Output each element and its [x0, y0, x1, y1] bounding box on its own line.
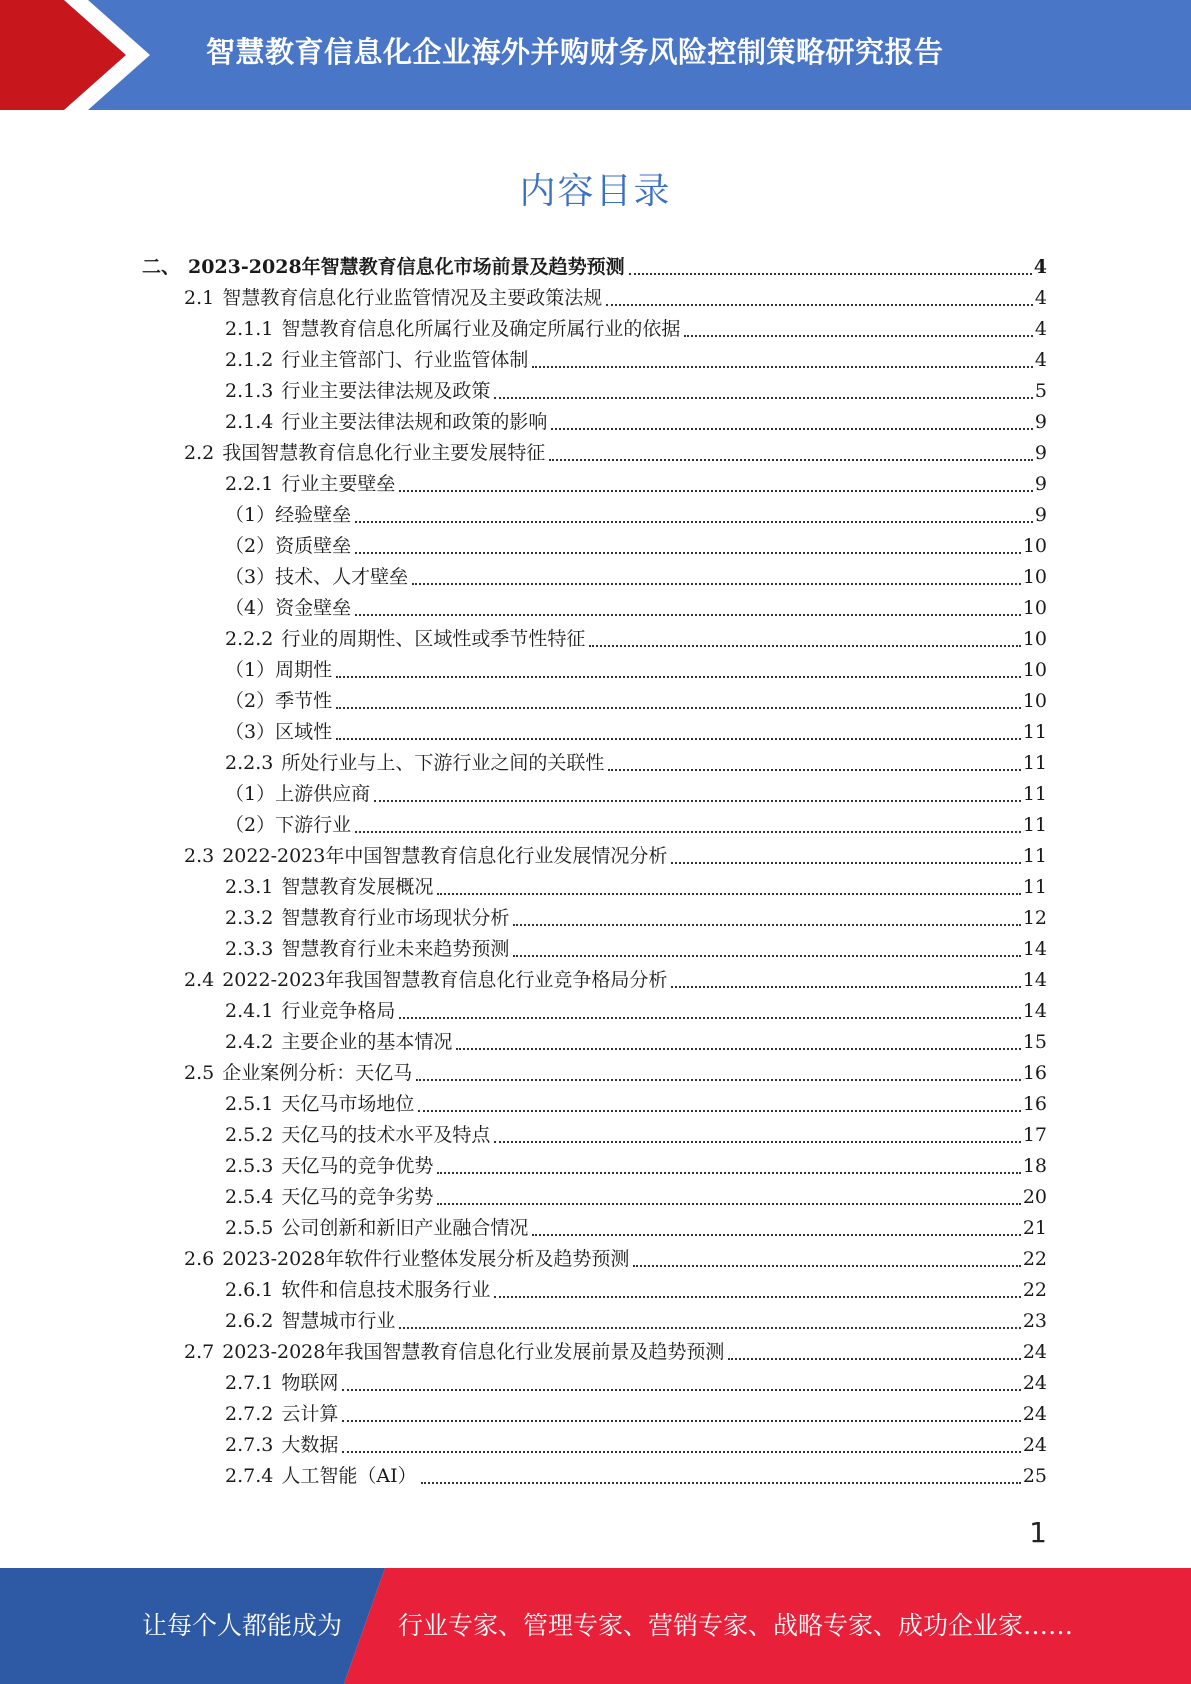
- dot-leader: [532, 366, 1033, 368]
- toc-entry-page: 11: [1022, 876, 1047, 898]
- toc-entry-number: （3）: [225, 566, 276, 588]
- toc-entry-page: 10: [1022, 690, 1047, 712]
- toc-entry-number: 2.3.2: [225, 907, 274, 929]
- toc-entry-page: 16: [1022, 1062, 1047, 1084]
- toc-entry-number: 2.7.4: [225, 1465, 274, 1487]
- toc-entry-page: 4: [1034, 318, 1047, 340]
- toc-entry-number: 2.4.2: [225, 1031, 274, 1053]
- toc-entry-page: 11: [1022, 752, 1047, 774]
- dot-leader: [355, 831, 1021, 833]
- toc-entry-text: 下游行业: [275, 814, 352, 836]
- toc-entry-page: 9: [1034, 504, 1047, 526]
- toc-entry[interactable]: [225, 810, 1047, 841]
- dot-leader: [606, 304, 1033, 306]
- toc-entry-page: 22: [1022, 1248, 1047, 1270]
- toc-entry-text: 资金壁垒: [275, 597, 352, 619]
- toc-entry-text: 智慧教育行业未来趋势预测: [281, 938, 510, 960]
- toc-entry-page: 11: [1022, 783, 1047, 805]
- toc-entry-text: 周期性: [275, 659, 333, 681]
- toc-entry-page: 11: [1022, 845, 1047, 867]
- dot-leader: [633, 1265, 1020, 1267]
- dot-leader: [589, 645, 1020, 647]
- toc-entry[interactable]: [225, 1120, 1047, 1151]
- toc-entry-text: 上游供应商: [275, 783, 371, 805]
- toc-entry[interactable]: [225, 624, 1047, 655]
- toc-entry-text: 企业案例分析：天亿马: [222, 1062, 413, 1084]
- toc-entry-text: 2023-2028年软件行业整体发展分析及趋势预测: [222, 1248, 630, 1270]
- toc-entry-number: 2.3: [184, 845, 215, 867]
- toc-entry[interactable]: [225, 1027, 1047, 1058]
- toc-entry-number: 2.7: [184, 1341, 215, 1363]
- toc-entry-page: 24: [1022, 1341, 1047, 1363]
- toc-heading: 内容目录: [519, 171, 672, 212]
- toc-entry-number: 2.4.1: [225, 1000, 274, 1022]
- toc-entry-page: 24: [1022, 1372, 1047, 1394]
- dot-leader: [671, 862, 1020, 864]
- toc-entry-number: 2.6.1: [225, 1279, 274, 1301]
- toc-entry-number: 2.7.3: [225, 1434, 274, 1456]
- toc-entry-page: 4: [1033, 256, 1047, 278]
- dot-leader: [421, 1482, 1021, 1484]
- toc-entry-number: 2.7.1: [225, 1372, 274, 1394]
- toc-entry-text: 技术、人才壁垒: [275, 566, 409, 588]
- toc-entry[interactable]: [184, 1244, 1047, 1275]
- toc-entry[interactable]: [225, 1213, 1047, 1244]
- toc-entry-number: 2.3.3: [225, 938, 274, 960]
- toc-entry-text: 行业主要法律法规和政策的影响: [281, 411, 548, 433]
- dot-leader: [437, 1172, 1020, 1174]
- toc-entry[interactable]: [225, 1430, 1047, 1461]
- toc-entry-page: 5: [1034, 380, 1047, 402]
- toc-entry[interactable]: [225, 345, 1047, 376]
- toc-entry[interactable]: [184, 1058, 1047, 1089]
- toc-entry-text: 行业主要壁垒: [281, 473, 396, 495]
- toc-entry[interactable]: [225, 996, 1047, 1027]
- toc-entry[interactable]: [225, 748, 1047, 779]
- dot-leader: [494, 397, 1033, 399]
- toc-entry-text: 资质壁垒: [275, 535, 352, 557]
- toc-entry-page: 14: [1022, 1000, 1047, 1022]
- toc-entry-number: 2.5.1: [225, 1093, 274, 1115]
- dot-leader: [671, 986, 1020, 988]
- toc-entry[interactable]: [225, 314, 1047, 345]
- toc-entry-page: 14: [1022, 969, 1047, 991]
- toc-entry[interactable]: [225, 562, 1047, 593]
- toc-entry[interactable]: [225, 1089, 1047, 1120]
- toc-entry[interactable]: [225, 779, 1047, 810]
- toc-entry[interactable]: [225, 903, 1047, 934]
- toc-entry[interactable]: [225, 655, 1047, 686]
- footer-slogan-right: 行业专家、管理专家、营销专家、战略专家、成功企业家……: [398, 1611, 1074, 1640]
- toc-entry-number: 2.3.1: [225, 876, 274, 898]
- toc-entry-number: 2.2.3: [225, 752, 274, 774]
- dot-leader: [437, 1203, 1020, 1205]
- dot-leader: [608, 769, 1020, 771]
- dot-leader: [456, 1048, 1020, 1050]
- toc-entry-number: 2.1.2: [225, 349, 274, 371]
- toc-entry[interactable]: [225, 407, 1047, 438]
- toc-entry[interactable]: [225, 469, 1047, 500]
- toc-entry-page: 9: [1034, 442, 1047, 464]
- toc-entry-page: 23: [1022, 1310, 1047, 1332]
- toc-entry[interactable]: [184, 438, 1047, 469]
- toc-entry-text: 行业竞争格局: [281, 1000, 396, 1022]
- toc-entry[interactable]: [225, 1151, 1047, 1182]
- toc-entry-text: 智慧教育信息化行业监管情况及主要政策法规: [222, 287, 603, 309]
- toc-entry[interactable]: [225, 593, 1047, 624]
- toc-entry-text: 天亿马的竞争优势: [281, 1155, 434, 1177]
- toc-entry[interactable]: [225, 376, 1047, 407]
- toc-entry-text: 云计算: [281, 1403, 339, 1425]
- toc-entry-number: 2.2.2: [225, 628, 274, 650]
- toc-entry-text: 物联网: [281, 1372, 339, 1394]
- toc-entry-text: 我国智慧教育信息化行业主要发展特征: [222, 442, 546, 464]
- toc-entry-page: 11: [1022, 721, 1047, 743]
- toc-entry[interactable]: [225, 500, 1047, 531]
- toc-entry[interactable]: [184, 1337, 1047, 1368]
- toc-entry-text: 行业主管部门、行业监管体制: [281, 349, 529, 371]
- toc-entry-page: 17: [1022, 1124, 1047, 1146]
- dot-leader: [342, 1451, 1020, 1453]
- toc-entry-number: 2.6.2: [225, 1310, 274, 1332]
- toc-entry[interactable]: [225, 1399, 1047, 1430]
- dot-leader: [494, 1141, 1020, 1143]
- toc-entry-page: 12: [1022, 907, 1047, 929]
- toc-entry-number: 2.1.3: [225, 380, 274, 402]
- toc-entry-number: （2）: [225, 535, 276, 557]
- dot-leader: [355, 521, 1033, 523]
- toc-entry-text: 公司创新和新旧产业融合情况: [281, 1217, 529, 1239]
- toc-entry-text: 主要企业的基本情况: [281, 1031, 453, 1053]
- toc-entry-text: 2022-2023年我国智慧教育信息化行业竞争格局分析: [222, 969, 668, 991]
- toc-entry-text: 智慧教育信息化所属行业及确定所属行业的依据: [281, 318, 681, 340]
- toc-entry-number: 2.2: [184, 442, 215, 464]
- toc-entry-text: 行业主要法律法规及政策: [281, 380, 491, 402]
- toc-entry-text: 软件和信息技术服务行业: [281, 1279, 491, 1301]
- toc-entry-number: （3）: [225, 721, 276, 743]
- toc-entry[interactable]: [225, 872, 1047, 903]
- footer-slogan-left: 让每个人都能成为: [142, 1611, 343, 1640]
- dot-leader: [684, 335, 1033, 337]
- toc-entry-text: 2023-2028年我国智慧教育信息化行业发展前景及趋势预测: [222, 1341, 725, 1363]
- toc-entry-number: 2.5.3: [225, 1155, 274, 1177]
- toc-entry-number: （2）: [225, 814, 276, 836]
- toc-entry-number: 2.7.2: [225, 1403, 274, 1425]
- toc-entry-number: 2.1: [184, 287, 215, 309]
- toc-entry-page: 9: [1034, 473, 1047, 495]
- toc-entry-number: 2.5.5: [225, 1217, 274, 1239]
- toc-entry-page: 9: [1034, 411, 1047, 433]
- toc-entry[interactable]: [184, 965, 1047, 996]
- toc-entry-text: 大数据: [281, 1434, 339, 1456]
- toc-entry-page: 20: [1022, 1186, 1047, 1208]
- dot-leader: [355, 552, 1021, 554]
- toc-entry-page: 10: [1022, 628, 1047, 650]
- toc-entry-page: 24: [1022, 1434, 1047, 1456]
- toc-entry[interactable]: [225, 1461, 1047, 1492]
- toc-entry-number: 2.1.1: [225, 318, 274, 340]
- dot-leader: [418, 1110, 1020, 1112]
- toc-entry[interactable]: [225, 1182, 1047, 1213]
- dot-leader: [416, 1079, 1021, 1081]
- toc-entry-page: 21: [1022, 1217, 1047, 1239]
- toc-entry-number: 2.2.1: [225, 473, 274, 495]
- toc-entry-number: （1）: [225, 783, 276, 805]
- dot-leader: [549, 459, 1033, 461]
- report-title: 智慧教育信息化企业海外并购财务风险控制策略研究报告: [206, 35, 944, 69]
- toc-entry-page: 16: [1022, 1093, 1047, 1115]
- toc-entry-text: 所处行业与上、下游行业之间的关联性: [281, 752, 605, 774]
- toc-entry-page: 11: [1022, 814, 1047, 836]
- toc-entry-text: 智慧教育发展概况: [281, 876, 434, 898]
- toc-entry-page: 10: [1022, 659, 1047, 681]
- toc-entry-text: 2023-2028年智慧教育信息化市场前景及趋势预测: [188, 256, 625, 278]
- dot-leader: [399, 1017, 1020, 1019]
- toc-entry-text: 2022-2023年中国智慧教育信息化行业发展情况分析: [222, 845, 668, 867]
- toc-entry-number: 2.5: [184, 1062, 215, 1084]
- toc-entry-number: 2.5.4: [225, 1186, 274, 1208]
- header-banner: [0, 0, 1191, 110]
- toc-entry[interactable]: [225, 1275, 1047, 1306]
- toc-entry-number: 2.4: [184, 969, 215, 991]
- toc-entry-number: 2.6: [184, 1248, 215, 1270]
- toc-entry[interactable]: [142, 252, 1047, 283]
- toc-entry-page: 4: [1034, 349, 1047, 371]
- toc-entry-text: 天亿马的技术水平及特点: [281, 1124, 491, 1146]
- dot-leader: [355, 614, 1021, 616]
- page-number: 1: [1029, 1516, 1047, 1549]
- dot-leader: [336, 676, 1021, 678]
- dot-leader: [629, 273, 1032, 275]
- toc-entry-text: 智慧城市行业: [281, 1310, 396, 1332]
- dot-leader: [399, 490, 1033, 492]
- toc-entry-page: 18: [1022, 1155, 1047, 1177]
- toc-entry[interactable]: [184, 841, 1047, 872]
- toc-entry[interactable]: [225, 1306, 1047, 1337]
- toc-entry-page: 10: [1022, 535, 1047, 557]
- toc-entry-page: 25: [1022, 1465, 1047, 1487]
- dot-leader: [336, 738, 1021, 740]
- toc-entry-text: 人工智能（AI）: [281, 1465, 417, 1487]
- toc-entry-number: （2）: [225, 690, 276, 712]
- toc-entry[interactable]: [225, 717, 1047, 748]
- dot-leader: [374, 800, 1021, 802]
- dot-leader: [513, 955, 1020, 957]
- toc-entry-page: 14: [1022, 938, 1047, 960]
- dot-leader: [336, 707, 1021, 709]
- footer-banner: [0, 1568, 1191, 1684]
- dot-leader: [494, 1296, 1020, 1298]
- toc-entry[interactable]: [225, 531, 1047, 562]
- toc-entry[interactable]: [225, 686, 1047, 717]
- toc-entry-text: 季节性: [275, 690, 333, 712]
- toc-entry-page: 15: [1022, 1031, 1047, 1053]
- dot-leader: [399, 1327, 1020, 1329]
- dot-leader: [437, 893, 1020, 895]
- toc-entry-number: 2.1.4: [225, 411, 274, 433]
- toc-entry-text: 行业的周期性、区域性或季节性特征: [281, 628, 586, 650]
- toc-entry-page: 10: [1022, 566, 1047, 588]
- toc-entry[interactable]: [184, 283, 1047, 314]
- toc-entry-text: 区域性: [275, 721, 333, 743]
- toc-entry-number: （4）: [225, 597, 276, 619]
- toc-entry[interactable]: [225, 934, 1047, 965]
- dot-leader: [728, 1358, 1020, 1360]
- dot-leader: [342, 1420, 1020, 1422]
- toc-entry-number: 2.5.2: [225, 1124, 274, 1146]
- toc-entry-page: 4: [1034, 287, 1047, 309]
- toc-entry-page: 22: [1022, 1279, 1047, 1301]
- toc-entry-text: 智慧教育行业市场现状分析: [281, 907, 510, 929]
- dot-leader: [513, 924, 1020, 926]
- toc-entry-number: （1）: [225, 659, 276, 681]
- dot-leader: [551, 428, 1033, 430]
- toc-entry-page: 24: [1022, 1403, 1047, 1425]
- toc-entry-number: （1）: [225, 504, 276, 526]
- dot-leader: [412, 583, 1021, 585]
- dot-leader: [342, 1389, 1020, 1391]
- toc-entry-text: 天亿马的竞争劣势: [281, 1186, 434, 1208]
- toc-entry[interactable]: [225, 1368, 1047, 1399]
- toc-entry-number: 二、: [142, 256, 181, 278]
- toc-entry-text: 天亿马市场地位: [281, 1093, 415, 1115]
- dot-leader: [532, 1234, 1020, 1236]
- toc-entry-page: 10: [1022, 597, 1047, 619]
- toc-entry-text: 经验壁垒: [275, 504, 352, 526]
